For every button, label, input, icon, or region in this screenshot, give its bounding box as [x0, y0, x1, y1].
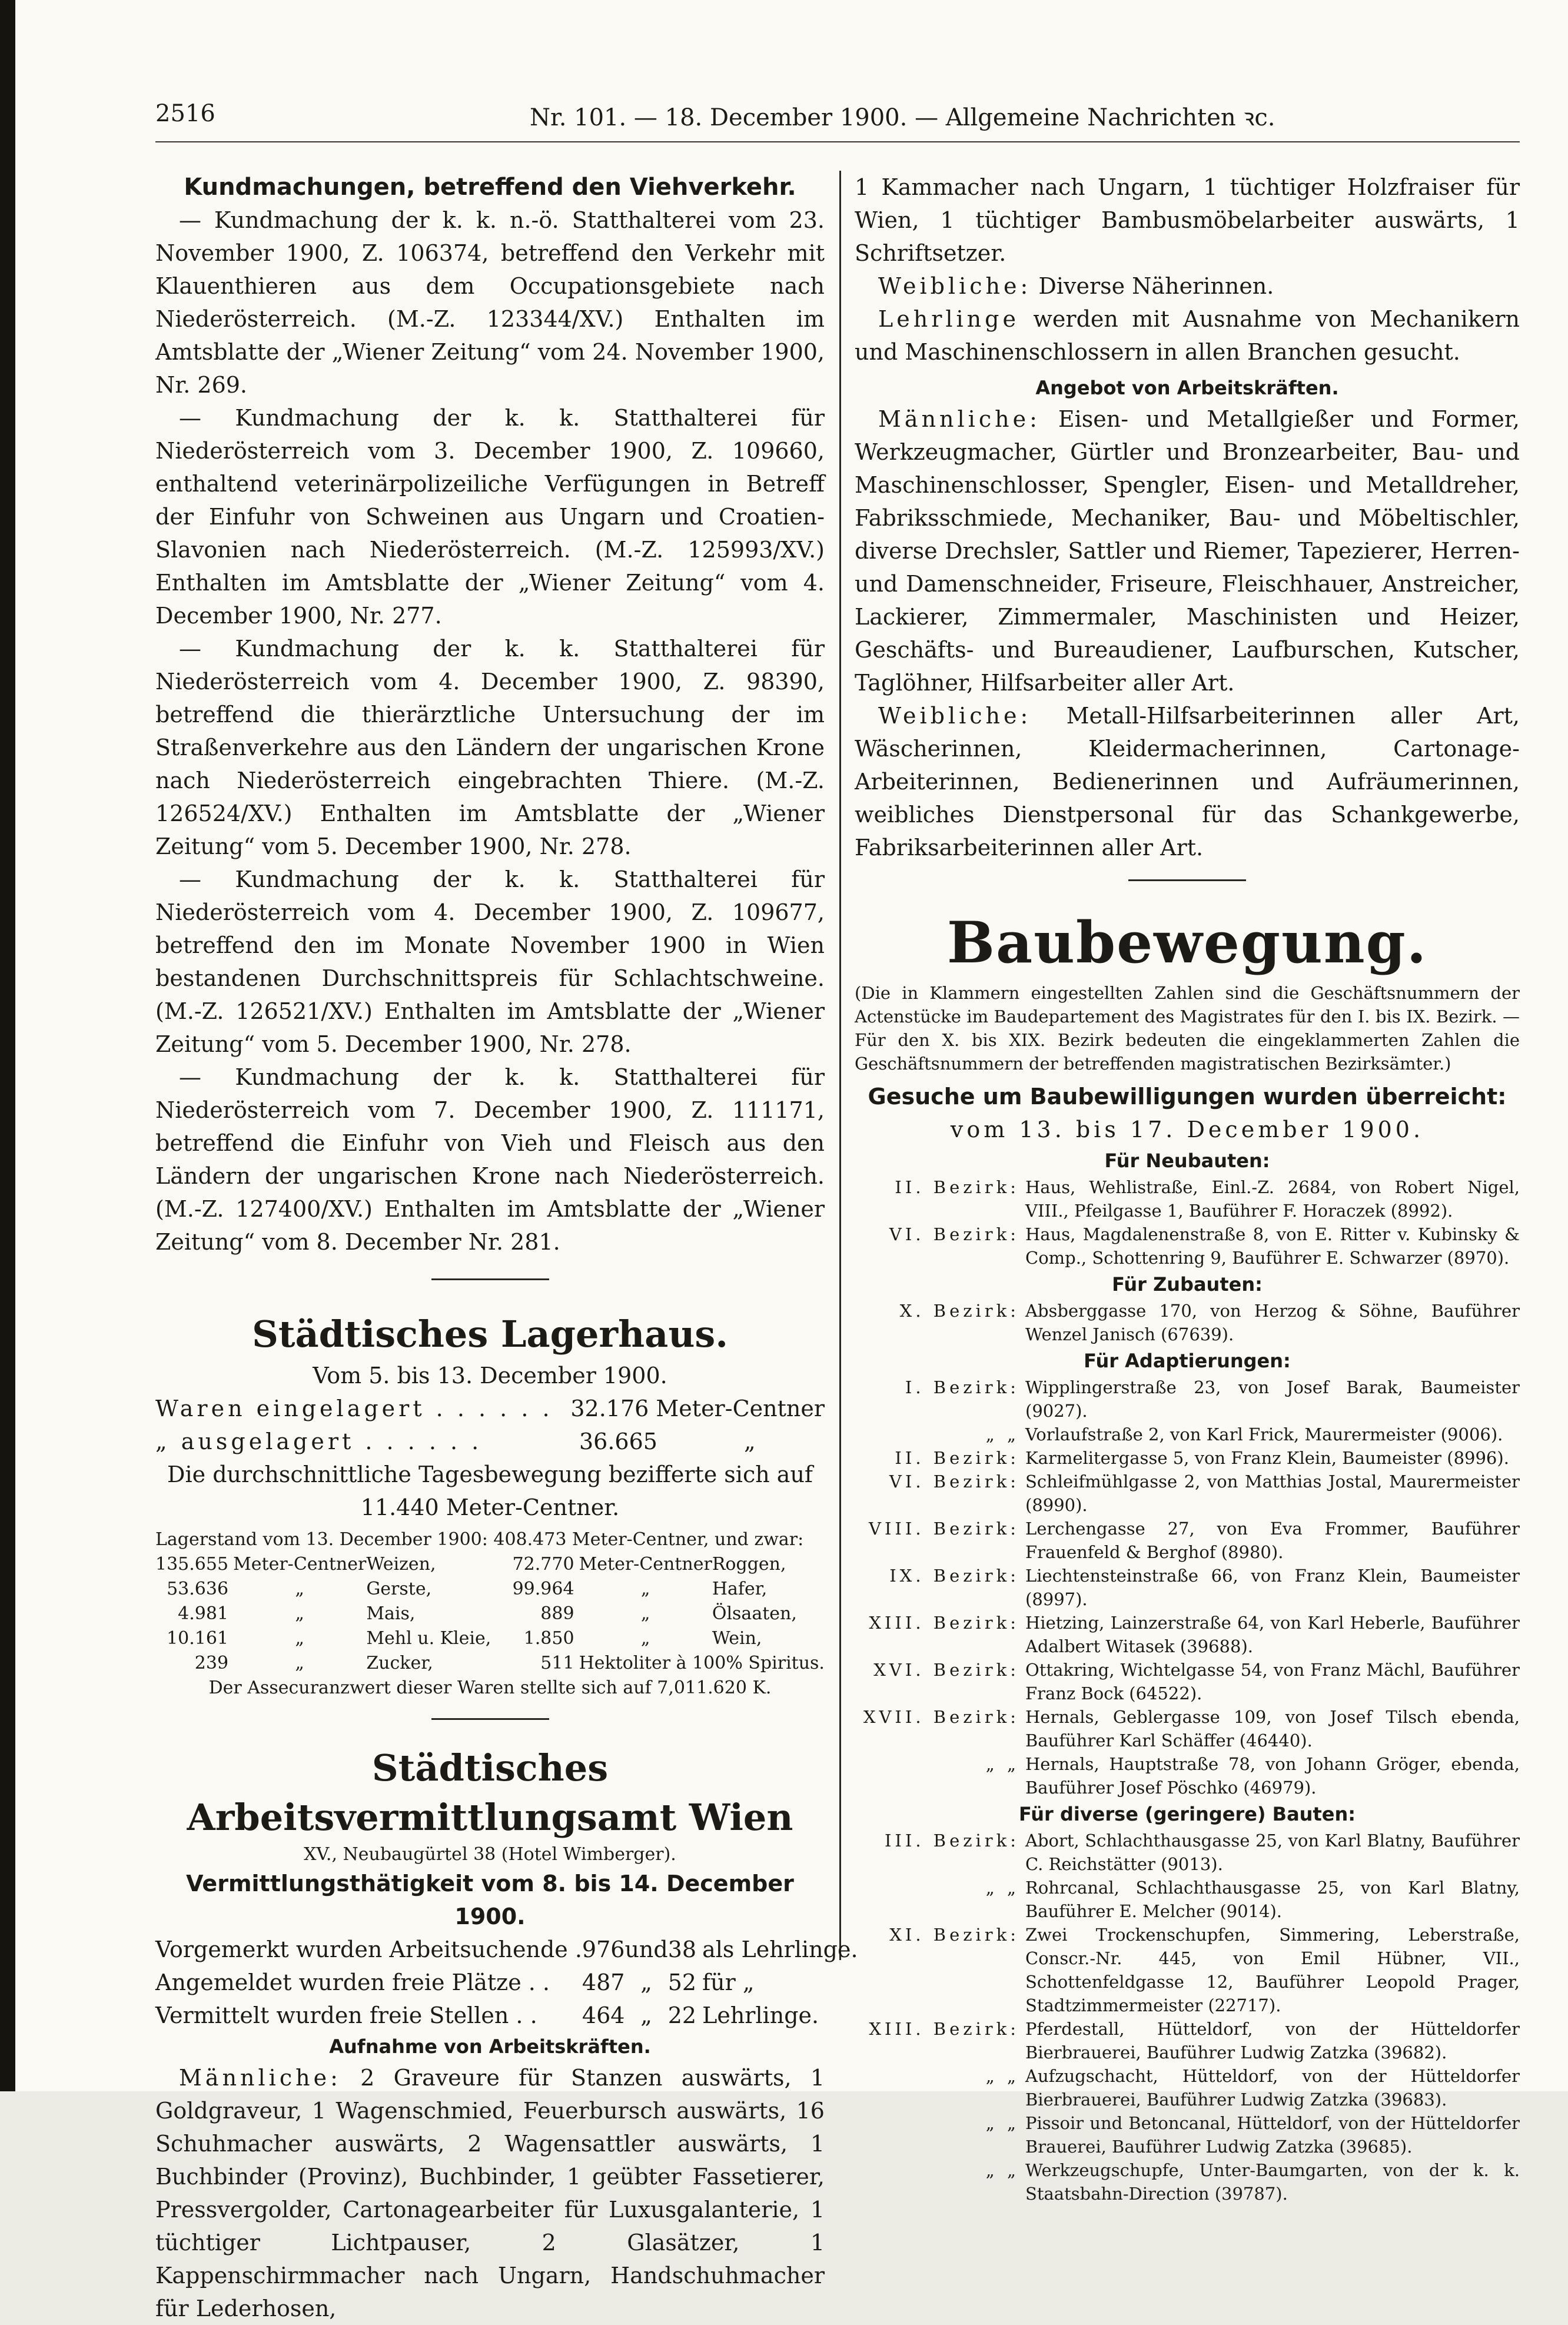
entry-label: „ „ — [985, 2066, 1019, 2086]
entry-text: Karmelitergasse 5, von Franz Klein, Baumeister (8996). — [1025, 1448, 1509, 1468]
table-cell: „ — [640, 1628, 650, 1649]
kundmachung-1: — Kundmachung der k. k. n.-ö. Statthalterei vom 23. November 1900, Z. 106374, betreffend den Verkehr mit Klauenthieren aus dem Occupationsgebiete nach Niederösterreich. (M.-Z. 123344/XV.) Enthalten im Amtsblatte der „Wiener Zeitung“ vom 24. November 1900, Nr. 269. — [155, 207, 825, 398]
entry-label: II. Bezirk: — [895, 1177, 1019, 1197]
entry-label: XI. Bezirk: — [889, 1925, 1019, 1945]
separator-rule — [431, 1278, 549, 1280]
entry-label: III. Bezirk: — [884, 1831, 1019, 1851]
entry-text: Schleifmühlgasse 2, von Matthias Jostal, Maurermeister (8990). — [1025, 1472, 1520, 1515]
entry-label: „ „ — [985, 2160, 1019, 2180]
entry-text: Hietzing, Lainzerstraße 64, von Karl Heberle, Bauführer Adalbert Witasek (39688). — [1025, 1613, 1520, 1656]
entry-label: „ „ — [985, 2113, 1019, 2133]
table-cell: Wein, — [712, 1628, 762, 1649]
running-header: Nr. 101. — 18. December 1900. — Allgemeine Nachrichten ꝛc. — [530, 104, 1275, 131]
table-cell: 135.655 — [155, 1554, 229, 1575]
table-row — [155, 1651, 825, 1676]
section-neubauten-title: Für Neubauten: — [1104, 1150, 1270, 1172]
table-cell: als Lehrlinge. — [702, 1937, 858, 1962]
entry-text: Hernals, Hauptstraße 78, von Johann Gröger, ebenda, Bauführer Josef Pöschko (46979). — [1025, 1754, 1520, 1798]
list-item — [855, 2017, 1520, 2064]
arbeitsvermittlung-address: XV., Neubaugürtel 38 (Hotel Wimberger). — [304, 1844, 676, 1865]
table-cell: 10.161 — [167, 1628, 229, 1649]
table-cell: Meter-Centner — [233, 1554, 367, 1575]
table-cell: 464 — [582, 2002, 625, 2028]
list-item — [855, 1752, 1520, 1799]
table-cell: 22 — [667, 2002, 697, 2028]
header-rule — [155, 141, 1520, 142]
separator-rule — [1128, 879, 1246, 881]
entry-text: Wipplingerstraße 23, von Josef Barak, Baumeister (9027). — [1025, 1377, 1520, 1421]
list-item — [855, 2158, 1520, 2206]
angebot-maennliche — [855, 403, 1520, 699]
table-cell: 52 — [667, 1969, 697, 1995]
entry-label: „ „ — [985, 1424, 1019, 1444]
table-cell: „ — [295, 1628, 304, 1649]
list-item — [855, 1470, 1520, 1517]
table-cell: „ — [640, 1969, 652, 1995]
list-item — [855, 1876, 1520, 1923]
table-cell: für „ — [702, 1969, 755, 1995]
table-cell: „ — [640, 1603, 650, 1624]
baubewegung-note: (Die in Klammern eingestellten Zahlen sind die Geschäftsnummern der Actenstücke im Baudepartement des Magistrates für den I. bis IX. Bezirk. — Für den X. bis XIX. Bezirk bedeuten die eingeklammerten Zahlen die Geschäftsnummern der betreffenden magistratischen Bezirksämter.) — [855, 983, 1520, 1074]
ausgelagert-label: „ ausgelagert . . . . . . — [155, 1429, 483, 1454]
aufnahme-lehrlinge — [855, 303, 1520, 368]
list-item — [855, 1658, 1520, 1705]
table-cell: Angemeldet wurden freie Plätze . . — [155, 1969, 550, 1995]
kundmachungen-heading: Kundmachungen, betreffend den Viehverkehr. — [184, 174, 796, 201]
kundmachung-4: — Kundmachung der k. k. Statthalterei für Niederösterreich vom 4. December 1900, Z. 109677, betreffend den im Monate November 1900 in Wien bestandenen Durchschnittspreis für Schlachtschweine. (M.-Z. 126521/XV.) Enthalten im Amtsblatte der „Wiener Zeitung“ vom 5. December 1900, Nr. 278. — [155, 866, 825, 1057]
entry-text: Zwei Trockenschupfen, Simmering, Leberstraße, Conscr.-Nr. 445, von Emil Hübner, VII., Schottenfeldgasse 12, Bauführer Leopold Prager, Stadtzimmermeister (22717). — [1025, 1925, 1520, 2015]
aufnahme-weibliche — [855, 270, 1520, 303]
table-cell: 4.981 — [178, 1603, 229, 1624]
list-item — [855, 2064, 1520, 2111]
angebot-weibliche — [855, 699, 1520, 864]
table-row — [155, 1933, 858, 1966]
weibliche-text: Diverse Näherinnen. — [1038, 273, 1274, 299]
table-cell: Ölsaaten, — [712, 1603, 797, 1624]
entry-text: Abort, Schlachthausgasse 25, von Karl Blatny, Bauführer C. Reichstätter (9013). — [1025, 1831, 1520, 1874]
entry-label: X. Bezirk: — [899, 1301, 1019, 1321]
list-item — [855, 1829, 1520, 1876]
table-cell: 976 — [582, 1937, 625, 1962]
entry-label: XIII. Bezirk: — [869, 1613, 1019, 1633]
page-number: 2516 — [155, 100, 215, 127]
lagerhaus-heading: Städtisches Lagerhaus. — [252, 1313, 728, 1356]
list-item — [855, 1175, 1520, 1223]
entry-label: VIII. Bezirk: — [869, 1519, 1019, 1539]
entry-text: Pferdestall, Hütteldorf, von der Hütteldorfer Bierbrauerei, Bauführer Ludwig Zatzka (39682). — [1025, 2019, 1520, 2062]
list-item — [855, 1611, 1520, 1658]
entry-text: Lerchengasse 27, von Eva Frommer, Bauführer Frauenfeld & Berghof (8980). — [1025, 1519, 1520, 1562]
entry-text: Aufzugschacht, Hütteldorf, von der Hütteldorfer Bierbrauerei, Bauführer Ludwig Zatzka (39683). — [1025, 2066, 1520, 2110]
entry-text: Pissoir und Betoncanal, Hütteldorf, von der Hütteldorfer Brauerei, Bauführer Ludwig Zatzka (39685). — [1025, 2113, 1520, 2157]
table-cell: Gerste, — [366, 1579, 432, 1599]
angebot-heading: Angebot von Arbeitskräften. — [1035, 377, 1339, 399]
maennliche-text: 2 Graveure für Stanzen auswärts, 1 Goldgraveur, 1 Wagenschmied, Feuerbursch auswärts, 16 Schuhmacher auswärts, 2 Wagensattler auswärts, 1 Buchbinder (Provinz), Buchbinder, 1 geübter Fassetierer, Pressvergolder, Cartonagearbeiter für Luxusgalanterie, 1 tüchtiger Lichtpauser, 2 Glasätzer, 1 Kappenschirmmacher nach Ungarn, Handschuhmacher für Lederhosen, — [155, 2065, 825, 2321]
table-cell: „ — [640, 2002, 652, 2028]
list-item — [855, 1423, 1520, 1446]
lagerhaus-period: Vom 5. bis 13. December 1900. — [313, 1363, 667, 1389]
left-column — [155, 171, 858, 2325]
lehrlinge-text: werden mit Ausnahme von Mechanikern und Maschinenschlossern in allen Branchen gesucht. — [855, 306, 1520, 365]
kundmachung-3: — Kundmachung der k. k. Statthalterei für Niederösterreich vom 4. December 1900, Z. 98390, betreffend die thierärztliche Untersuchung der im Straßenverkehre aus den Ländern der ungarischen Krone nach Niederösterreich eingebrachten Thiere. (M.-Z. 126524/XV.) Enthalten im Amtsblatte der „Wiener Zeitung“ vom 5. December 1900, Nr. 278. — [155, 636, 825, 859]
arbeitsvermittlung-heading: Städtisches Arbeitsvermittlungsamt Wien — [187, 1746, 793, 1839]
entry-text: Ottakring, Wichtelgasse 54, von Franz Mächl, Bauführer Franz Bock (64522). — [1025, 1660, 1520, 1703]
gesuche-period: vom 13. bis 17. December 1900. — [950, 1117, 1424, 1142]
maennliche-label: Männliche: — [878, 406, 1041, 432]
tagesbewegung-line-1: Die durchschnittliche Tagesbewegung bezifferte sich auf — [167, 1462, 813, 1487]
entry-text: Liechtensteinstraße 66, von Franz Klein, Baumeister (8997). — [1025, 1566, 1520, 1609]
table-cell: 487 — [582, 1969, 625, 1995]
weibliche-text: Metall-Hilfsarbeiterinnen aller Art, Wäscherinnen, Kleidermacherinnen, Cartonage-Arbeiterinnen, Bedienerinnen und Aufräumerinnen, weibliches Dienstpersonal für das Schankgewerbe, Fabriksarbeiterinnen aller Art. — [855, 703, 1520, 861]
ausgelagert-row — [155, 1425, 825, 1458]
kundmachung-5: — Kundmachung der k. k. Statthalterei für Niederösterreich vom 7. December 1900, Z. 111171, betreffend die Einfuhr von Vieh und Fleisch aus den Ländern der ungarischen Krone nach Niederösterreich. (M.-Z. 127400/XV.) Enthalten im Amtsblatte der „Wiener Zeitung“ vom 8. December Nr. 281. — [155, 1064, 825, 1255]
ausgelagert-value: 36.665 — [579, 1429, 657, 1454]
right-column — [855, 171, 1520, 2206]
aufnahme-continuation: 1 Kammacher nach Ungarn, 1 tüchtiger Holzfraiser für Wien, 1 tüchtiger Bambusmöbelarbeiter auswärts, 1 Schriftsetzer. — [855, 174, 1520, 266]
list-item — [855, 1223, 1520, 1270]
section-zubauten-title: Für Zubauten: — [1112, 1273, 1263, 1296]
section-adaptierungen-title: Für Adaptierungen: — [1084, 1350, 1291, 1372]
table-cell: Roggen, — [712, 1554, 786, 1575]
lagerstand-line: Lagerstand vom 13. December 1900: 408.473 Meter-Centner, und zwar: — [155, 1529, 804, 1550]
entry-label: VI. Bezirk: — [889, 1472, 1019, 1492]
table-cell: und — [624, 1937, 668, 1962]
assecuranz-line: Der Assecuranzwert dieser Waren stellte sich auf 7,011.620 K. — [208, 1678, 772, 1698]
baubewegung-heading: Baubewegung. — [946, 909, 1428, 976]
list-item — [855, 1564, 1520, 1611]
kundmachung-2: — Kundmachung der k. k. Statthalterei für Niederösterreich vom 3. December 1900, Z. 109660, enthaltend veterinärpolizeiliche Verfügungen in Betreff der Einfuhr von Schweinen aus Ungarn und Croatien-Slavonien nach Niederösterreich. (M.-Z. 125993/XV.) Enthalten im Amtsblatte der „Wiener Zeitung“ vom 4. December 1900, Nr. 277. — [155, 405, 825, 629]
eingelagert-row — [155, 1392, 825, 1425]
entry-text: Werkzeugschupfe, Unter-Baumgarten, von der k. k. Staatsbahn-Direction (39787). — [1025, 2160, 1520, 2204]
entry-label: XVI. Bezirk: — [873, 1660, 1019, 1680]
lehrlinge-label: Lehrlinge — [878, 306, 1019, 332]
list-item — [855, 1446, 1520, 1470]
table-cell: 239 — [194, 1653, 229, 1673]
table-cell: 889 — [540, 1603, 574, 1624]
table-cell: Weizen, — [366, 1554, 436, 1575]
lagerstand-table — [155, 1552, 825, 1676]
column-divider — [839, 171, 841, 1960]
entry-text: Haus, Wehlistraße, Einl.-Z. 2684, von Robert Nigel, VIII., Pfeilgasse 1, Bauführer F. Horaczek (8992). — [1025, 1177, 1520, 1221]
entry-label: II. Bezirk: — [895, 1448, 1019, 1468]
separator-rule — [431, 1718, 549, 1720]
entry-text: Absberggasse 170, von Herzog & Söhne, Bauführer Wenzel Janisch (67639). — [1025, 1301, 1520, 1344]
table-cell: „ — [295, 1579, 304, 1599]
vermittlung-table — [155, 1933, 858, 2032]
list-item — [855, 1517, 1520, 1564]
entry-label: XIII. Bezirk: — [869, 2019, 1019, 2039]
entry-label: VI. Bezirk: — [889, 1224, 1019, 1244]
table-row — [155, 1999, 858, 2032]
maennliche-label: Männliche: — [179, 2065, 341, 2091]
table-cell: 53.636 — [167, 1579, 229, 1599]
entry-label: I. Bezirk: — [905, 1377, 1019, 1397]
aufnahme-maennliche — [155, 2061, 825, 2325]
aufnahme-heading: Aufnahme von Arbeitskräften. — [329, 2035, 651, 2058]
section-diverse-title: Für diverse (geringere) Bauten: — [1018, 1803, 1356, 1825]
eingelagert-label: Waren eingelagert . . . . . . — [155, 1396, 553, 1421]
list-item — [855, 1299, 1520, 1346]
entry-label: XVII. Bezirk: — [863, 1707, 1019, 1727]
maennliche-text: Eisen- und Metallgießer und Former, Werkzeugmacher, Gürtler und Bronzearbeiter, Bau- und Maschinenschlosser, Spengler, Eisen- und Metalldreher, Fabriksschmiede, Mechaniker, Bau- und Möbeltischler, diverse Drechsler, Sattler und Riemer, Tapezierer, Herren- und Damenschneider, Friseure, Fleischhauer, Anstreicher, Lackierer, Zimmermaler, Maschinisten und Heizer, Geschäfts- und Bureaudiener, Laufburschen, Kutscher, Taglöhner, Hilfsarbeiter aller Art. — [855, 406, 1520, 696]
table-cell: Hektoliter à 100% Spiritus. — [579, 1653, 825, 1673]
list-item — [855, 2111, 1520, 2158]
table-cell: „ — [295, 1653, 304, 1673]
table-cell: 99.964 — [512, 1579, 574, 1599]
entry-label: IX. Bezirk: — [889, 1566, 1019, 1586]
entry-label: „ „ — [985, 1878, 1019, 1898]
table-cell: Lehrlinge. — [702, 2002, 819, 2028]
table-cell: Mehl u. Kleie, — [366, 1628, 491, 1649]
table-cell: 72.770 — [512, 1554, 574, 1575]
tagesbewegung-line-2: 11.440 Meter-Centner. — [360, 1494, 620, 1520]
weibliche-label: Weibliche: — [878, 273, 1032, 299]
ausgelagert-unit: „ — [744, 1429, 756, 1454]
table-cell: 1.850 — [523, 1628, 574, 1649]
entry-text: Vorlaufstraße 2, von Karl Frick, Maurermeister (9006). — [1025, 1424, 1503, 1444]
table-row — [155, 1577, 825, 1602]
list-item — [855, 1923, 1520, 2017]
table-cell: „ — [295, 1603, 304, 1624]
table-cell: Meter-Centner — [579, 1554, 712, 1575]
table-row — [155, 1602, 825, 1626]
table-cell: Vermittelt wurden freie Stellen . . — [155, 2002, 537, 2028]
table-row — [155, 1626, 825, 1651]
table-cell: 511 — [540, 1653, 574, 1673]
table-cell: „ — [640, 1579, 650, 1599]
entry-text: Hernals, Geblergasse 109, von Josef Tilsch ebenda, Bauführer Karl Schäffer (46440). — [1025, 1707, 1520, 1751]
gesuche-heading: Gesuche um Baubewilligungen wurden überreicht: — [868, 1084, 1507, 1110]
table-cell: Vorgemerkt wurden Arbeitsuchende . — [155, 1937, 582, 1962]
table-row — [155, 1552, 825, 1577]
vermittlung-subheading: Vermittlungsthätigkeit vom 8. bis 14. December 1900. — [186, 1871, 794, 1929]
entry-text: Haus, Magdalenenstraße 8, von E. Ritter v. Kubinsky & Comp., Schottenring 9, Bauführer E. Schwarzer (8970). — [1025, 1224, 1520, 1268]
entry-text: Rohrcanal, Schlachthausgasse 25, von Karl Blatny, Bauführer E. Melcher (9014). — [1025, 1878, 1520, 1921]
list-item — [855, 1705, 1520, 1752]
table-cell: Mais, — [366, 1603, 416, 1624]
eingelagert-value: 32.176 Meter-Centner — [570, 1396, 825, 1421]
list-item — [855, 1376, 1520, 1423]
table-cell: Hafer, — [712, 1579, 768, 1599]
table-cell: Zucker, — [366, 1653, 433, 1673]
entry-label: „ „ — [985, 1754, 1019, 1774]
table-row — [155, 1966, 858, 1999]
weibliche-label: Weibliche: — [878, 703, 1032, 729]
table-cell: 38 — [667, 1937, 697, 1962]
